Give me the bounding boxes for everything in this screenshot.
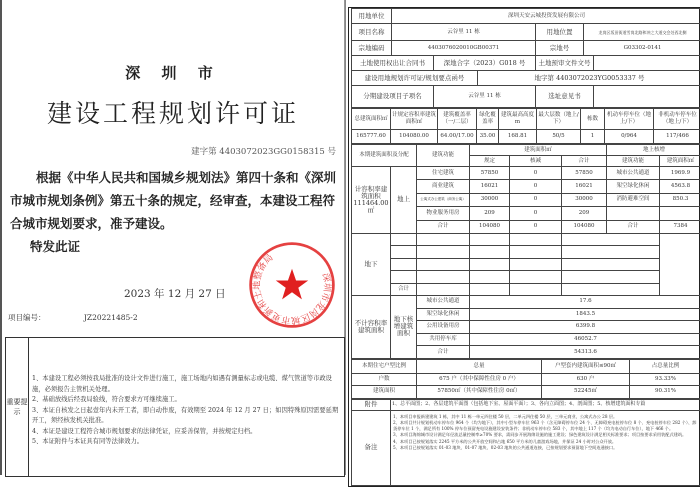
bonus-area-cell: 7384 bbox=[660, 220, 700, 233]
spec-cell: 57850 bbox=[470, 167, 510, 180]
remark-item: 3、本项目海绵城市设计满足年径流总量控制率≥70% 要求，需同步开展海绵设施的施工建设；绿色建筑设计满足相关标准要求；项目按要求采用装配式建筑。 bbox=[393, 432, 699, 438]
parcel-code-label: 宗地编码 bbox=[352, 41, 392, 56]
spec-cell: 104080 bbox=[470, 220, 510, 233]
unit-header: 总量 bbox=[417, 359, 542, 373]
project-number: JZ20221485-2 bbox=[84, 313, 138, 322]
notice-item: 2、基础放线后经我局验线，符合要求方可继续施工。 bbox=[32, 395, 341, 406]
parcel-no: G03302-0141 bbox=[584, 41, 700, 56]
notice-item: 1、本建设工程必须按我局批准的设计文件进行施工，施工场地内如遇有测量标志或电缆、煤气管道等市政设施，必须报告主管机关处理。 bbox=[32, 374, 341, 395]
function-cell: 公寓式办公建筑（商务公寓） bbox=[417, 193, 470, 206]
indicator-header: 建筑最高高度 m bbox=[499, 109, 537, 130]
unit-cell: 建筑面积 bbox=[352, 385, 417, 398]
indicator-value: 1 bbox=[581, 130, 605, 144]
important-notice-box bbox=[5, 337, 345, 477]
project-info-table bbox=[351, 8, 700, 108]
spec-cell bbox=[417, 246, 470, 258]
function-cell bbox=[391, 233, 417, 245]
bonus-cell bbox=[562, 271, 660, 283]
remark-item: 5、本项目已按规划落实 01-03 地块、01-07 地块、02-03 地块的公共通道连接，已按规划要求预留地下空间连通接口。 bbox=[393, 445, 699, 451]
total-cell bbox=[510, 258, 562, 270]
total-cell: 30000 bbox=[562, 193, 607, 206]
function-cell bbox=[391, 258, 417, 270]
area-value-cell: 46052.7 bbox=[470, 333, 700, 346]
cut-cell: 0 bbox=[510, 220, 562, 233]
unit-cell: 93.33% bbox=[630, 373, 700, 385]
indicator-value: 35.00 bbox=[477, 130, 499, 144]
bonus-cell bbox=[562, 246, 660, 258]
bonus-area-cell: 850.3 bbox=[660, 193, 700, 206]
parcel-no-label: 宗地号 bbox=[536, 41, 584, 56]
area-value-cell: 54313.6 bbox=[470, 346, 700, 359]
function-cell: 架空绿化休闲 bbox=[417, 308, 470, 321]
function-header: 建筑功能 bbox=[417, 145, 470, 167]
appendix-remarks-table bbox=[351, 399, 700, 486]
indicator-value: 168.81 bbox=[499, 130, 537, 144]
issue-date: 2023 年 12 月 27 日 bbox=[122, 286, 228, 301]
cut-cell bbox=[470, 233, 510, 245]
notice-item: 5、本证附件与本证具有同等法律效力。 bbox=[32, 437, 341, 448]
certificate-title: 建设工程规划许可证 bbox=[2, 94, 344, 130]
total-cell: 16021 bbox=[562, 180, 607, 193]
spec-cell: 209 bbox=[470, 207, 510, 220]
spec-cell: 16021 bbox=[470, 180, 510, 193]
bonus-header: 地上核增 bbox=[607, 145, 700, 156]
below-ground-row bbox=[352, 271, 700, 283]
below-ground-row bbox=[352, 233, 700, 245]
indicator-header: 总建筑面积㎡ bbox=[352, 109, 391, 130]
bonus-function-header: 建筑功能 bbox=[607, 156, 660, 167]
pre-review bbox=[594, 56, 700, 71]
notice-list bbox=[29, 338, 344, 476]
bonus-cell bbox=[562, 258, 660, 270]
bonus-area-cell: 4563.8 bbox=[660, 180, 700, 193]
cut-cell bbox=[470, 246, 510, 258]
cut-cell: 0 bbox=[510, 180, 562, 193]
unit-header: 本期住宅户型比例 bbox=[352, 359, 417, 373]
below-ground-row bbox=[352, 258, 700, 270]
notice-item: 4、本证是建设工程符合城市规划要求的法律凭证，应妥善保管，并按规定归档。 bbox=[32, 427, 341, 438]
total-cell bbox=[510, 233, 562, 245]
bonus-cell bbox=[562, 233, 660, 245]
remarks-label: 备注 bbox=[352, 410, 391, 485]
total-cell bbox=[510, 283, 562, 295]
far-area-label: 计容积率建筑面积 111464.00㎡ bbox=[352, 167, 391, 234]
indicator-value: 165777.60 bbox=[352, 130, 391, 144]
unit-cell: 90.31% bbox=[630, 385, 700, 398]
spec-cell bbox=[417, 233, 470, 245]
cut-cell bbox=[470, 283, 510, 295]
issuing-city: 深 圳 市 bbox=[2, 62, 344, 83]
land-location-label: 用地位置 bbox=[536, 24, 584, 41]
land-permit-label: 建设用地规划许可证/规划要点函号 bbox=[352, 71, 478, 86]
bonus-function-cell bbox=[607, 207, 660, 220]
unit-header: 占总量比例 bbox=[630, 359, 700, 373]
notice-label: 重要提示 bbox=[6, 338, 29, 476]
project-number-row bbox=[8, 312, 174, 323]
land-location: 龙岗区坂田街道雪岗北路和冲之大道交会处西北侧 bbox=[584, 24, 700, 41]
non-far-label: 不计容积率建筑面积 bbox=[352, 295, 391, 358]
permit-number: 建字第 4403072023GG0158315 号 bbox=[191, 145, 336, 157]
bonus-cell bbox=[562, 283, 660, 295]
indicator-value: 104080.00 bbox=[391, 130, 438, 144]
function-cell: 物业服务用房 bbox=[417, 207, 470, 220]
indicator-header: 最大层数（地上/下） bbox=[537, 109, 581, 130]
phase-name: 云谷里 11 栋 bbox=[434, 86, 536, 108]
total-cell: 57850 bbox=[562, 167, 607, 180]
bonus-area-cell: 1969.9 bbox=[660, 167, 700, 180]
above-ground-row bbox=[352, 167, 700, 180]
area-distribution-table bbox=[351, 144, 700, 359]
project-name-label: 项目名称 bbox=[352, 24, 392, 41]
below-ground-row bbox=[352, 246, 700, 258]
function-cell: 合计 bbox=[417, 220, 470, 233]
pre-review-label: 土地预审文件文号 bbox=[536, 56, 594, 71]
indicator-header: 计规定容积率建筑面积㎡ bbox=[391, 109, 438, 130]
appendix-label: 附件 bbox=[352, 399, 391, 410]
function-cell: 商业建筑 bbox=[417, 180, 470, 193]
total-cell: 104080 bbox=[562, 220, 607, 233]
svg-text:深圳市龙岗区城市更新和土地整备局: 深圳市龙岗区城市更新和土地整备局 bbox=[251, 252, 334, 326]
total-header: 合计 bbox=[562, 156, 607, 167]
unit-cell: 630 户 bbox=[542, 373, 630, 385]
total-cell: 209 bbox=[562, 207, 607, 220]
remark-item: 2、本项目共计规划机动车停车位 964 个（均为地下），其中小型车停车位 963 个（含无障碍停车位 24 个、无障碍充电桩停车位 8 个、充电桩停车位 282 个）、卸货停车位 1 个，满足所有 100% 停车位预留充电设施建设安装条件；非机动车停车位 583 个，其中地上 117 个（均为电动自行车位），地下 466 个。 bbox=[393, 420, 699, 432]
parcel-code: 4403076020010GB00371 bbox=[392, 41, 536, 56]
non-far-row bbox=[352, 295, 700, 308]
unit-cell: 52245㎡ bbox=[542, 385, 630, 398]
remarks-list bbox=[391, 410, 700, 485]
below-ground-row bbox=[352, 283, 700, 295]
bonus-area-cell bbox=[660, 207, 700, 220]
cut-cell bbox=[470, 271, 510, 283]
indicator-header: 非机动车停车位（地上/下） bbox=[654, 109, 700, 130]
unit-cell: 675 户（其中保障性住房 0 户） bbox=[417, 373, 542, 385]
function-cell bbox=[391, 246, 417, 258]
indicator-header: 建筑覆盖率（一/二层） bbox=[438, 109, 477, 130]
function-cell: 住宅建筑 bbox=[417, 167, 470, 180]
spec-cell: 30000 bbox=[470, 193, 510, 206]
distribution-title: 本期建筑面积及分配 bbox=[352, 145, 417, 167]
function-cell: 共用停车库 bbox=[417, 333, 470, 346]
project-number-label: 项目编号： bbox=[8, 313, 46, 322]
indicator-value: 64.00/17.00 bbox=[438, 130, 477, 144]
bonus-function-cell: 架空绿化休闲 bbox=[607, 180, 660, 193]
remark-item: 1、本项目申报新建建筑 1 栋，其中 11 栋一单元四住楼 50 层，二单元四住楼 50 层，三单元商业，公寓式办公 28 层。 bbox=[393, 414, 699, 420]
bonus-area-header: 建筑面积㎡ bbox=[660, 156, 700, 167]
bonus-function-cell: 消防避难空间 bbox=[607, 193, 660, 206]
function-cell bbox=[391, 271, 417, 283]
spec-cell bbox=[417, 258, 470, 270]
cut-cell bbox=[470, 258, 510, 270]
contract-label: 土地使用权出让合同书 bbox=[352, 56, 434, 71]
indicator-value: 0/964 bbox=[605, 130, 654, 144]
unit-cell: 57850㎡（其中保障性住房 0㎡） bbox=[417, 385, 542, 398]
indicator-value: 50/5 bbox=[537, 130, 581, 144]
indicator-value: 117/466 bbox=[654, 130, 700, 144]
cut-cell: 0 bbox=[510, 167, 562, 180]
site-opinion bbox=[594, 86, 700, 108]
function-cell: 城市公共通道 bbox=[417, 295, 470, 308]
spec-header: 规定 bbox=[470, 156, 510, 167]
cut-header: 核减 bbox=[510, 156, 562, 167]
area-value-cell: 1843.5 bbox=[470, 308, 700, 321]
area-value-cell: 17.6 bbox=[470, 295, 700, 308]
bonus-function-cell: 合计 bbox=[607, 220, 660, 233]
cut-cell: 0 bbox=[510, 207, 562, 220]
land-permit-number: 地字第 4403072023YG0053337 号 bbox=[478, 71, 700, 86]
land-unit: 深圳天安云城投资发展有限公司 bbox=[392, 9, 700, 24]
appendix-list: 1、总平面图；2、各层建筑平面图（包括地下室、屋面平面）；3、各向立面图；4、剖面图；5、核增建筑面积专篇 bbox=[391, 399, 700, 410]
unit-cell: 户数 bbox=[352, 373, 417, 385]
function-cell: 合计 bbox=[391, 283, 417, 295]
function-cell: 公用设备用房 bbox=[417, 321, 470, 334]
permit-certificate-page bbox=[0, 0, 345, 475]
permit-attachment-page bbox=[345, 0, 700, 475]
issue-statement: 特发此证 bbox=[10, 237, 340, 257]
notice-item: 3、本证自核发之日起壹年内未开工者，即自动作废，有效期至 2024 年 12 月 27 日；如因特殊原因需要延期开工，须经核发机关批准。 bbox=[32, 406, 341, 427]
underground-bonus-label: 地下核增建筑面积 bbox=[391, 295, 417, 358]
land-unit-label: 用地单位 bbox=[352, 9, 392, 24]
phase-label: 分期建设项目子项名 bbox=[352, 86, 434, 108]
official-stamp-icon bbox=[247, 240, 337, 330]
site-opinion-label: 选址意见书 bbox=[536, 86, 594, 108]
total-cell bbox=[510, 271, 562, 283]
area-header: 建筑面积㎡ bbox=[470, 145, 607, 156]
indicator-header: 绿化覆盖率 bbox=[477, 109, 499, 130]
indicator-header: 栋数 bbox=[581, 109, 605, 130]
function-cell: 合计 bbox=[417, 346, 470, 359]
certificate-body: 根据《中华人民共和国城乡规划法》第四十条和《深圳市城市规划条例》第五十条的规定，经审查，本建设工程符合城市规划要求，准予建设。 bbox=[10, 166, 340, 235]
contract-number: 深地合字（2023）G018 号 bbox=[434, 56, 536, 71]
above-ground-label: 地上 bbox=[391, 167, 417, 234]
area-value-cell: 6399.8 bbox=[470, 321, 700, 334]
attachment-table bbox=[348, 7, 700, 487]
spec-cell bbox=[417, 283, 470, 295]
remark-item: 4、本项目已按规划落实 2245 平方米的公共开放空间和占地 650 平方米的儿童游戏场地，并保证 24 小时对公众开放。 bbox=[393, 439, 699, 445]
indicator-table bbox=[351, 108, 700, 144]
cut-cell: 0 bbox=[510, 193, 562, 206]
total-cell bbox=[510, 246, 562, 258]
unit-header: 户型套内建筑面积≤90㎡ bbox=[542, 359, 630, 373]
below-ground-label: 地下 bbox=[352, 233, 391, 295]
indicator-header: 机动车停车位（地上/下） bbox=[605, 109, 654, 130]
spec-cell bbox=[417, 271, 470, 283]
bonus-function-cell: 城市公共通道 bbox=[607, 167, 660, 180]
unit-ratio-table bbox=[351, 359, 700, 399]
project-name: 云谷里 11 栋 bbox=[392, 24, 536, 41]
